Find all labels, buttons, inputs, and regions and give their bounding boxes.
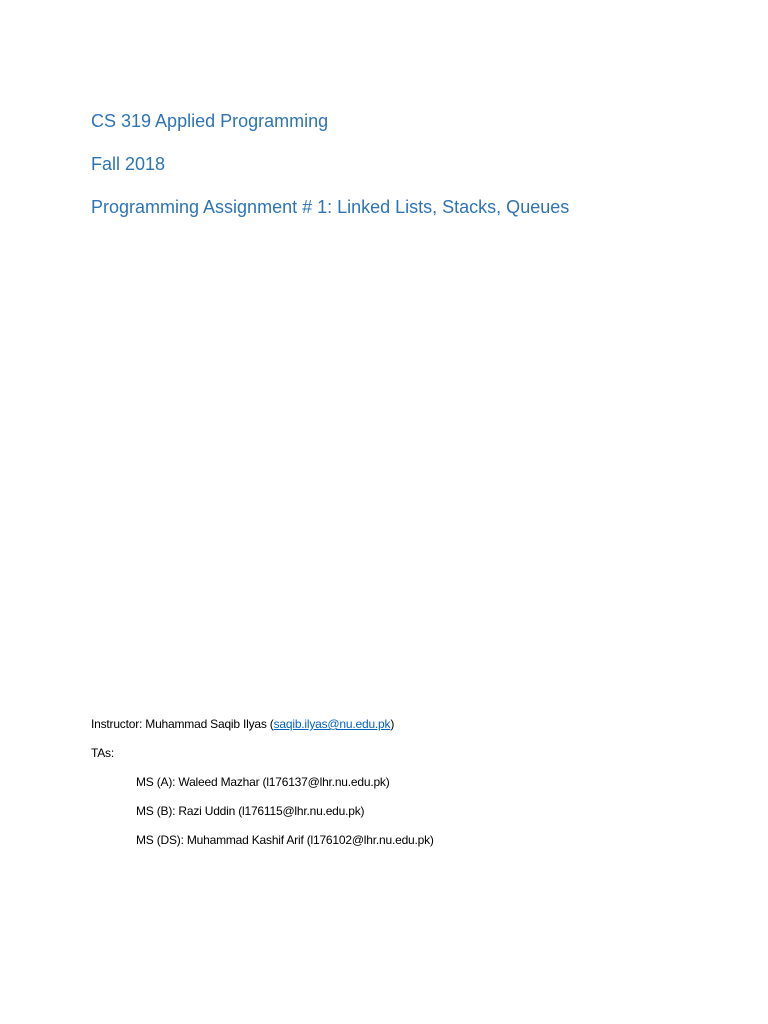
ta-line-section-a: MS (A): Waleed Mazhar (l176137@lhr.nu.edu.pk) [136, 775, 390, 789]
term-title: Fall 2018 [91, 154, 166, 174]
assignment-title: Programming Assignment # 1: Linked Lists, Stacks, Queues [91, 197, 570, 217]
tas-label: TAs: [91, 746, 114, 760]
ta-line-section-b: MS (B): Razi Uddin (l176115@lhr.nu.edu.pk) [136, 804, 365, 818]
instructor-label: Instructor: Muhammad Saqib Ilyas ( [91, 717, 274, 731]
instructor-line [91, 718, 394, 730]
course-title: CS 319 Applied Programming [91, 111, 329, 131]
ta-line-section-ds: MS (DS): Muhammad Kashif Arif (l176102@lhr.nu.edu.pk) [136, 833, 434, 847]
instructor-suffix: ) [390, 717, 395, 731]
instructor-email-link[interactable]: saqib.ilyas@nu.edu.pk [273, 717, 391, 731]
